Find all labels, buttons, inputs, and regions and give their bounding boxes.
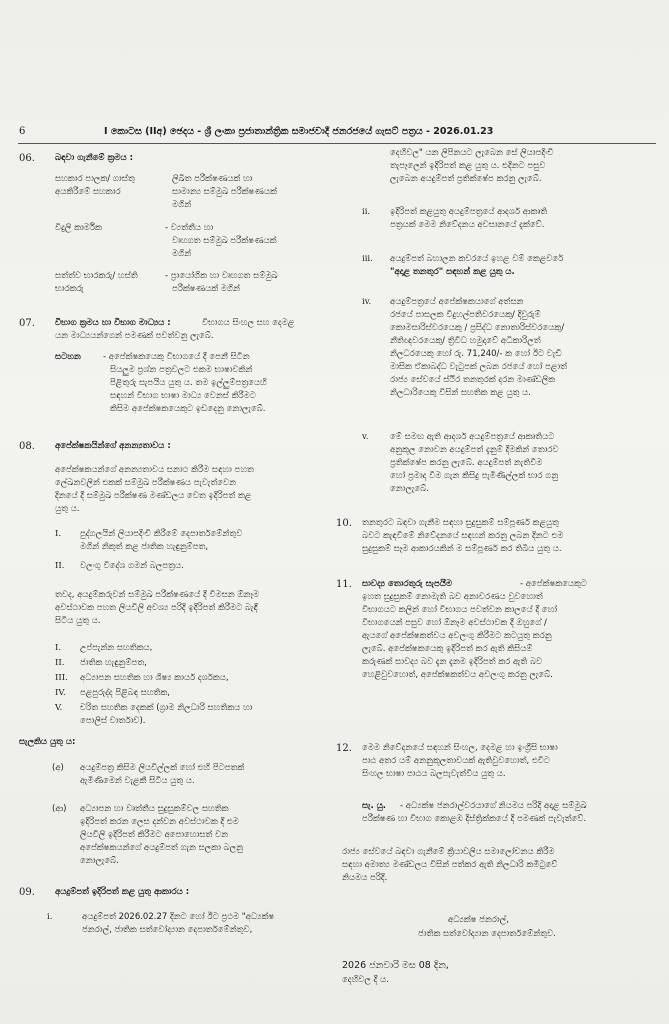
roman-item-line: "අදාළ තනතුර" සඳහන් කළ යුතු ය. (390, 267, 515, 277)
section-07-note-line: සඳහන් විභාග භාෂා මාධ්‍ය වෙනස් කිරීමට (110, 391, 256, 401)
doc-list-item: පොලිස් වාර්තාව). (80, 716, 146, 726)
section-11-line: ලැබේ. අපේක්ෂකයෙකු ඉදිරිපත් කර ඇති කිසියම් (362, 644, 533, 654)
heed-line: ඉදිරිපත් කරන ලෙස දන්වන අවස්ථාවක දී එම (80, 817, 239, 827)
roman-item-line: නිලධරයෙකු හෝ රු. 71,240/- ක හෝ ඊට වැඩි (390, 349, 562, 359)
post-assistant-controller: සහකාර පාලක/ ගාස්තු (55, 174, 135, 184)
doc-list-roman: IV. (55, 688, 66, 698)
section-06-number: 06. (19, 153, 35, 164)
method-written-test-end: මගින් (172, 200, 192, 210)
doc-list-roman: I. (55, 529, 62, 539)
section-06-title: බඳවා ගැනීමේ ක්‍රමය : (55, 153, 133, 163)
heed-line: අපේක්ෂකයන්ගේ අයදුම්පත් ගැන සලකා බලනු (80, 843, 244, 853)
section-09-item-label: i. (47, 912, 53, 922)
closing-line: සඳහා අමාත්‍ය මණ්ඩලය විසින් පත්කර ඇති නිලධාරි කමිටුවේ (342, 860, 558, 870)
roman-item-line: නොලැබේ. (390, 484, 429, 494)
roman-item-line: හෝ ප්‍රමාද වීම ගැන කිසිදු පැමිණිල්ලක් භාර ගනු (390, 471, 559, 481)
heed-label: (ආ) (52, 804, 67, 814)
doc-list-item: පළපුරුද්ද පිළිබඳ සහතික, (80, 688, 171, 698)
section-12-number: 12. (336, 743, 352, 754)
section-12-line: සිංහල භාෂා පාඨය බලපැවැත්විය යුතු ය. (362, 769, 506, 779)
issue-place: දෙහිවල දී ය. (342, 975, 389, 985)
roman-item-line: අයදුම්පත් බහාලන කවරයේ ඉහළ වම් කෙළවරේ (390, 254, 564, 264)
note-line: - අධ්‍යක්ෂ ජනරාල්වරයාගේ නියමය පරිදි අදාළ සම්මුඛ (400, 801, 587, 811)
heed-line: ලියවිලි ඉදිරිපත් කිරීමට අපොහොසත් වන (80, 830, 229, 840)
section-11-number: 11. (336, 579, 352, 590)
roman-label: v. (362, 432, 369, 442)
section-11-line: - අපේක්ෂකයෙකුට (520, 579, 588, 589)
doc-list-roman: III. (55, 673, 68, 683)
section-09-item-line: අයදුම්පත් 2026.02.27 දිනට හෝ ඊට ප්‍රථම "අධ්‍යක්ෂ (82, 912, 275, 922)
method-vocational: - ව්‍යත්තීය හා (165, 223, 214, 233)
roman-item-line: නිලධාරියෙකු විසින් සහතික කළ යුතු ය. (390, 388, 531, 398)
roman-item-line: පත්‍රයක් මෙම නිවේදනය අවසානයේ දැක්වේ. (390, 220, 545, 230)
method-practical-cont: පරීක්ෂණයක් මගින් (172, 284, 240, 294)
closing-line: රාජ්‍ය සේවයේ බඳවා ගැනීමේ ක්‍රියාවලිය සමාලෝචනය කිරීම (342, 847, 555, 857)
section-11-lead: සාවද්‍ය තොරතුරු සැපයීම (362, 579, 453, 589)
section-11-line: කරුණක් සාවද්‍ය බව දැන දැනම ඉදිරිපත් කර ඇති බව (362, 657, 543, 667)
method-written-test-cont: සාමාන්‍ය සම්මුඛ පරීක්ෂණයක් (172, 187, 277, 197)
roman-item-line: කොමසාරිස්වරයෙකු / ප්‍රසිද්ධ නොතාරිස්වරයෙකු/ (390, 323, 565, 333)
heed-title: සැලකිය යුතු ය: (19, 737, 76, 747)
section-07-title: විභාග ක්‍රමය හා විභාග මාධ්‍යය : (55, 318, 171, 328)
roman-label: iii. (362, 254, 373, 264)
address-cont-line: ලැබෙන අයදුම්පත් ප්‍රතික්ෂේප කරනු ලැබේ. (390, 174, 542, 184)
section-11-line: ඉහත සුදුසුකම් නොමැති බව අනාවරණය වුවහොත් (362, 592, 543, 602)
section-08-para: දිනයේ දී සම්මුඛ පරීක්ෂණ මණ්ඩලය වෙත ඉදිරිපත් කළ (55, 491, 252, 501)
method-practical: - ප්‍රායෝගික හා වෘහගත සම්මුඛ (165, 271, 278, 281)
method-written-test: ලිඛිත පරීක්ෂණයක් හා (172, 174, 253, 184)
note-line: පරීක්ෂණ හා විභාග කොළඹ දිස්ත්‍රික්කයේ දී පමණක් පැවැත්වේ. (362, 814, 587, 824)
heed-line: නොලැබේ. (80, 856, 119, 866)
header-divider (18, 143, 656, 144)
roman-item-line: මේ සමඟ ඇති ආදර්ශ අයදුම්පත්‍රයේ ආකෘතියට (390, 432, 555, 442)
section-07-line1: විභාගය සිංහල සහ දෙමළ (202, 318, 295, 328)
roman-item-line: ප්‍රතික්ෂේප කරනු ලැබේ. අයදුම්පත් නැතිවීම (390, 458, 543, 468)
section-10-line: බවට කැඳවීමේ නිවේදනයේ සඳහන් කරනු ලබන දිනට එම (362, 531, 564, 541)
section-07-note-line: පිළිතුරු සැපයිය යුතු ය. තම ඉල්ලුම්පත්‍රයෙහි (110, 378, 267, 388)
signatory-title: අධ්‍යක්ෂ ජනරාල්, (448, 915, 509, 925)
method-vocational-end: මගින් (172, 249, 192, 259)
doc-list-roman: V. (55, 703, 63, 713)
section-11-line: විභාගයට කලින් හෝ විභාගය පවත්වන කාලයේ දී හෝ (362, 605, 558, 615)
roman-item-line: මාසික ඒකාබද්ධ වැටුපක් ලබන රජයේ හෝ පළාත් (390, 362, 568, 372)
post-electrician: විදුලි කාර්මික (55, 223, 102, 233)
section-08-title: අපේක්ෂකයින්ගේ අනන්‍යතාවය : (55, 441, 171, 451)
section-07-note-line: සියලුම ප්‍රශ්න පත්‍රවලට එකම භාෂාවකින් (110, 365, 253, 375)
roman-label: iv. (362, 297, 372, 307)
doc-list-item: අධ්‍යාපන සහතික හා ශිෂ්‍ය කාර්ය දර්ශකය, (80, 673, 229, 683)
doc-list-roman: I. (55, 643, 62, 653)
doc-list-item: උප්පැන්න සහතිකය, (80, 643, 153, 653)
roman-item-line: රාජ්‍ය සේවයේ ස්ථිර තනතුරක් දරන මාණ්ඩලික (390, 375, 556, 385)
gazette-header-title: I කොටස (IIඅ) ඡෙදය - ශ්‍රී ලංකා ප්‍රජාතාන්ත්‍රික සමාජවාදී ජනරජයේ ගැසට් පත්‍රය - 2026.01.23 (104, 126, 494, 137)
section-11-line: හෙළිවුවහොත්, අපේක්ෂකත්වය අවලංගු කරනු ලැබේ. (362, 670, 553, 680)
section-09-title: අයදුම්පත් ඉදිරිපත් කළ යුතු ආකාරය : (55, 887, 190, 897)
section-07-number: 07. (19, 318, 35, 329)
address-cont-line: දෙහිවල" යන ලිපිනයට ලැබෙන සේ ලියාපදිංචි (390, 148, 554, 158)
section-10-line: තනතුරට බඳවා ගැනීම සඳහා සුදුසුකම් සම්පූර්ණ කළයුතු (362, 518, 559, 528)
post-animal-keeper: සත්ත්ව භාරකරු/ හස්ති (55, 271, 138, 281)
roman-item-line: ඉදිරිපත් කළයුතු අයදුම්පත්‍රයේ ආදර්ශ ආකෘති (390, 207, 548, 217)
section-08-para2: තවද, අයදුම්කරුවන් සම්මුඛ පරීක්ෂණයේ දී විමසන ඕනෑම (55, 590, 260, 600)
doc-list-item: මගින් නිකුත් කළ ජාතික හැඳුනුම්පත, (80, 542, 209, 552)
heed-line: අයදුම්පත්‍ර කිසිම ලියවිල්ලක් හෝ එහි පිටපතක් (80, 763, 245, 773)
address-cont-line: තැපෑලෙන් ඉදිරිපත් කළ යුතු ය. එදිනට පසුව (390, 161, 546, 171)
roman-item-line: රජයේ පාසලක විදුහල්පතිවරයෙකු/ දිවුරුම් (390, 310, 541, 320)
section-11-line: විභාගයෙන් පසුව හෝ ඕනෑම අවස්ථාවක දී ඔහුගේ / (362, 618, 547, 628)
section-12-line: පාඨ අතර යම් අනනුකූලතාවයක් ඇතිවුවහොත්, එවිට (362, 756, 550, 766)
signatory-department: ජාතික සත්වෝද්‍යාන දෙපාර්තමේන්තුව. (418, 929, 556, 939)
page-number: 6 (19, 126, 26, 137)
heed-line: අධ්‍යාපන හා වෘත්තීය සුදුසුකම්වල සහතික (80, 804, 229, 814)
section-08-para: ලේඛනවලින් එකක් සම්මුඛ පරීක්ෂණය පැවැත්වෙන (55, 478, 237, 488)
section-10-number: 10. (336, 518, 352, 529)
note-label: සැ. යු. (362, 801, 387, 811)
section-09-item-line: ජනරාල්, ජාතික සත්වෝද්‍යාන දෙපාර්තමේන්තුව, (82, 925, 253, 935)
closing-line: නියමය පරිදි. (342, 873, 388, 883)
roman-label: ii. (362, 207, 371, 217)
roman-item-line: අයදුම්පත්‍රයේ අපේක්ෂකයාගේ අත්සන (390, 297, 524, 307)
section-12-line: මෙම නිවේදනයේ සඳහන් සිංහල, දෙමළ හා ඉංග්‍රීසි භාෂා (362, 743, 558, 753)
section-07-note-line: කිසිම අපේක්ෂකයෙකුට ඉඩදෙනු නොලැබේ. (110, 404, 266, 414)
section-09-number: 09. (19, 887, 35, 898)
doc-list-item: වලංගු විදේශ ගමන් බලපත්‍රය. (80, 561, 184, 571)
doc-list-roman: II. (55, 561, 65, 571)
post-animal-keeper-cont: භාරකරු (55, 284, 84, 294)
roman-item-line: අනුකූල නොවන අයදුම්පත් දැනුම් දීමකින් තොරව (390, 445, 559, 455)
heed-line: ඇමිණිමෙන් වැළකී සිටිය යුතු ය. (80, 776, 195, 786)
section-07-note-label: සටහන (55, 352, 81, 362)
section-07-line2: යන මාධ්‍යයන්ගෙන් පමණක් පවත්වනු ලැබේ. (55, 331, 214, 341)
doc-list-item: පුද්ගලයින් ලියාපදිංචි කිරීමේ දෙපාර්තමේන්තුව (80, 529, 243, 539)
doc-list-item: ජාතික හැඳුනුම්පත, (80, 658, 147, 668)
section-07-note-line: - අපේක්ෂකයෙකු විභාගයේ දී පෙනී සිටින (103, 352, 250, 362)
section-11-line: ඇයගේ අපේක්ෂකත්වය අවලංගු කිරීමට කටයුතු කරනු (362, 631, 552, 641)
section-08-para2: සිටිය යුතු ය. (55, 616, 101, 626)
post-assistant-controller-cont: අයකිරීමේ සහකාර (55, 187, 121, 197)
roman-item-line: නීතිඥවරයෙකු/ ත්‍රිවිධ හමුදාවේ අධිකාරිලත් (390, 336, 541, 346)
section-10-line: සුදුසුකම් සෑම ආකාරයකින් ම සම්පූර්ණ කර තිබිය යුතු ය. (362, 544, 562, 554)
heed-label: (අ) (52, 763, 64, 773)
issue-date: 2026 ජනවාරි මස 08 දින, (342, 960, 449, 971)
doc-list-roman: II. (55, 658, 65, 668)
section-08-para: යුතු ය. (55, 504, 80, 514)
method-vocational-cont: වෘහගත සම්මුඛ පරීක්ෂණයක් (172, 236, 277, 246)
section-08-para: අපේක්ෂකයන්ගේ අනන්‍යතාවය සනාථ කිරීම සඳහා පහත (55, 465, 254, 475)
doc-list-item: චරිත සහතික දෙකක් (ග්‍රාම නිලධාරි සහතිකය හා (80, 703, 253, 713)
section-08-para2: අවස්ථාවක පහත ලියවිලි අවශ්‍ය පරිදි ඉදිරිපත් කිරීමට බැඳී (55, 603, 258, 613)
section-08-number: 08. (19, 441, 35, 452)
